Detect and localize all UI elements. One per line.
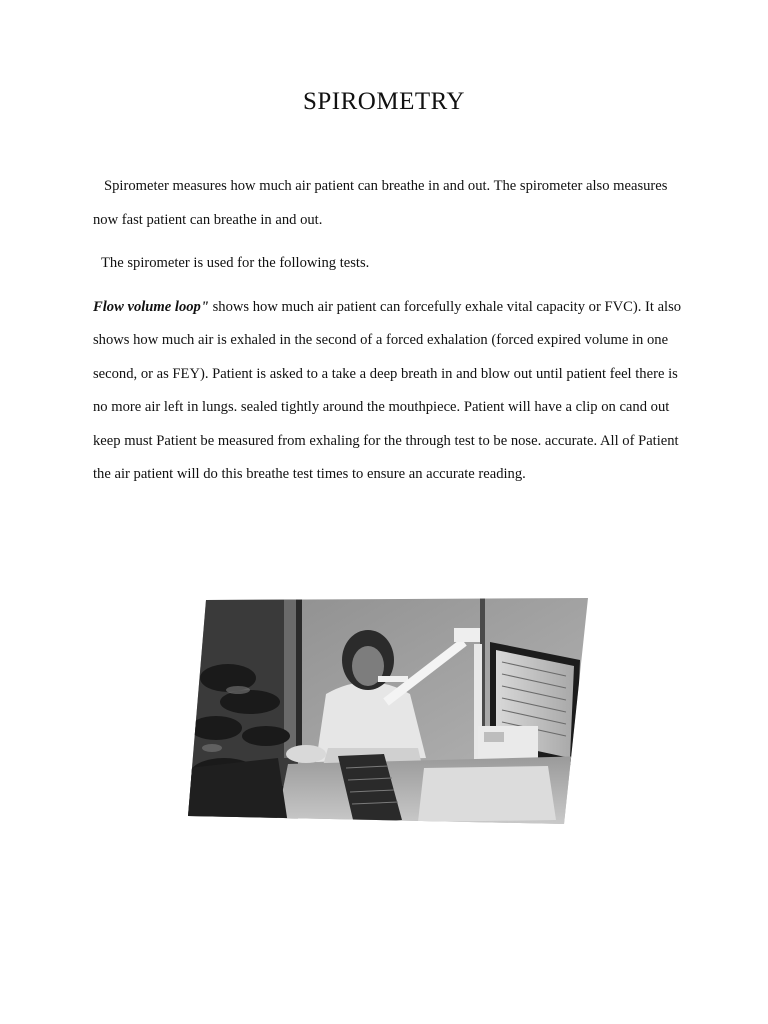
flow-volume-paragraph	[93, 291, 693, 492]
spirometry-photo	[188, 598, 588, 824]
page-title: SPIROMETRY	[303, 88, 465, 115]
intro-paragraph: Spirometer measures how much air patient can breathe in and out. The spirometer also measures now fast patient can breathe in and out.	[93, 178, 668, 228]
flow-volume-term: Flow volume loop"	[93, 298, 209, 315]
flow-volume-text: shows how much air patient can forcefully exhale vital capacity or FVC). It also shows how much air is exhaled in the second of a forced exhalation (forced expired volume in one second, or as FEY). Patient is asked to a take a deep breath in and blow out until patient feel there is no more air left in lungs. sealed tightly around the mouthpiece. Patient will have a clip on cand out keep must Patient be measured from exhaling for the through test to be nose. accurate. All of Patient the air patient will do this breathe test times to ensure an accurate reading.	[93, 298, 682, 482]
spirometry-test-photo-icon	[188, 598, 588, 824]
tests-intro-paragraph: The spirometer is used for the following tests.	[101, 255, 370, 271]
document-body	[93, 170, 693, 492]
